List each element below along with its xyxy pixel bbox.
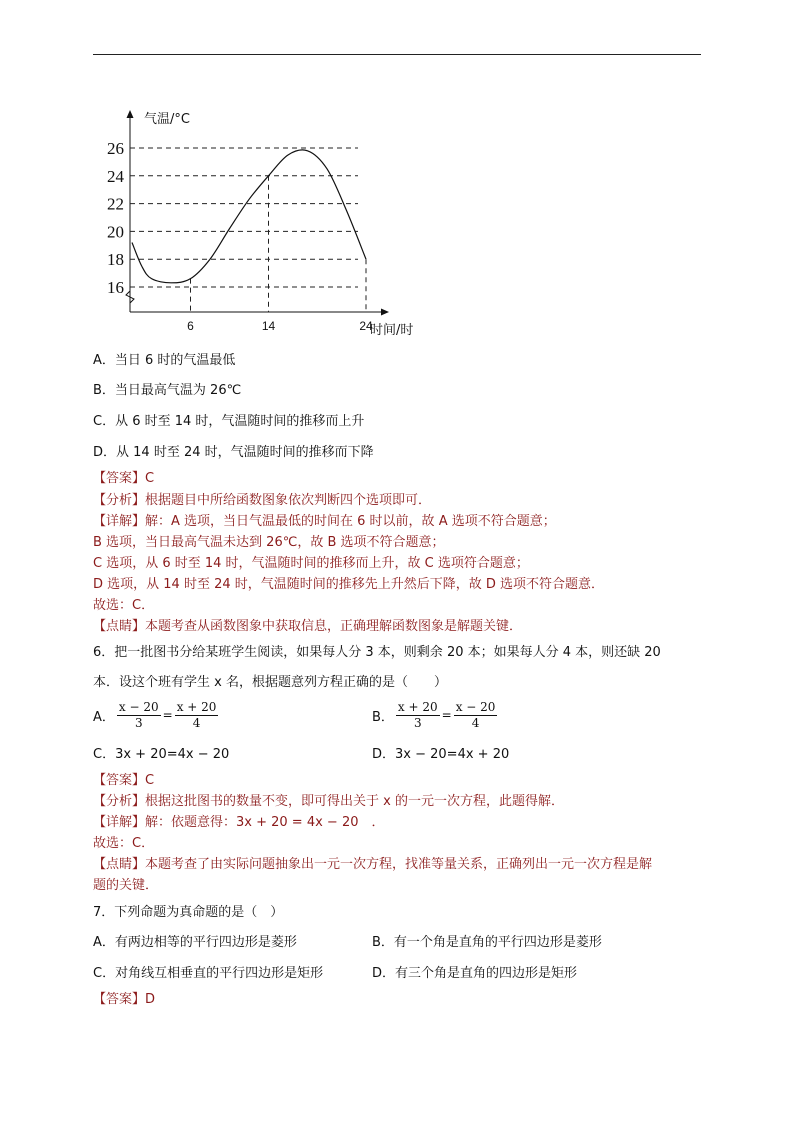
q6-b-num-left: x + 20 — [397, 700, 438, 714]
x-axis-arrow — [381, 309, 389, 316]
q6-b-den-left: 3 — [413, 716, 422, 730]
q6-option-d: D．3x − 20=4x + 20 — [372, 747, 510, 762]
q6-option-a-label: A． — [93, 710, 115, 725]
q5-detail-4: D 选项，从 14 时至 24 时，气温随时间的推移先上升然后下降，故 D 选项不符合题意． — [93, 577, 605, 592]
q6-analysis: 【分析】根据这批图书的数量不变，即可得出关于 x 的一元一次方程，此题得解． — [93, 794, 564, 809]
q7-option-a: A．有两边相等的平行四边形是菱形 — [93, 935, 297, 950]
q6-option-a — [93, 700, 220, 731]
q6-choose: 故选：C． — [93, 836, 155, 851]
q5-option-c: C．从 6 时至 14 时，气温随时间的推移而上升 — [93, 414, 365, 429]
q6-comment-2: 题的关键． — [93, 878, 159, 893]
x-tick-label-24: 24 — [359, 319, 373, 333]
q7-stem: 7．下列命题为真命题的是（ ） — [93, 905, 284, 920]
y-tick-label-20: 20 — [107, 222, 124, 242]
q6-answer: 【答案】C — [93, 773, 155, 788]
q6-option-c: C．3x + 20=4x − 20 — [93, 747, 230, 762]
q6-a-num-right: x + 20 — [176, 700, 217, 714]
q5-analysis: 【分析】根据题目中所给函数图象依次判断四个选项即可． — [93, 493, 432, 508]
temperature-chart-svg — [93, 100, 433, 345]
q6-a-frac-left — [117, 700, 161, 731]
q7-option-c: C．对角线互相垂直的平行四边形是矩形 — [93, 966, 324, 981]
y-tick-label-26: 26 — [107, 139, 124, 158]
q7-answer: 【答案】D — [93, 992, 156, 1007]
q7-option-b: B．有一个角是直角的平行四边形是菱形 — [372, 935, 602, 950]
x-axis-label: 时间/时 — [370, 323, 414, 338]
q6-b-frac-right — [454, 700, 498, 731]
q5-detail-1: 【详解】解：A 选项，当日气温最低的时间在 6 时以前，故 A 选项不符合题意； — [93, 514, 556, 529]
q6-stem-2: 本．设这个班有学生 x 名，根据题意列方程正确的是（ ） — [93, 675, 447, 690]
q6-b-equals: = — [441, 708, 452, 722]
q5-answer: 【答案】C — [93, 471, 155, 486]
q6-b-frac-left — [396, 700, 440, 731]
temperature-curve — [132, 150, 366, 283]
y-axis-arrow — [127, 110, 134, 118]
q6-a-frac-right — [175, 700, 219, 731]
q5-detail-3: C 选项，从 6 时至 14 时，气温随时间的推移而上升，故 C 选项符合题意； — [93, 556, 529, 571]
q6-b-num-right: x − 20 — [455, 700, 496, 714]
x-tick-label-6: 6 — [187, 319, 194, 333]
q5-detail-2: B 选项，当日最高气温未达到 26℃，故 B 选项不符合题意； — [93, 535, 445, 550]
y-tick-label-16: 16 — [107, 278, 124, 297]
q5-option-b: B．当日最高气温为 26℃ — [93, 383, 242, 398]
q6-b-den-right: 4 — [471, 716, 480, 730]
y-axis-label: 气温/°C — [144, 112, 190, 127]
q5-option-a: A．当日 6 时的气温最低 — [93, 353, 236, 368]
q6-a-equals: = — [162, 708, 173, 722]
q6-a-den-left: 3 — [134, 716, 143, 730]
x-tick-label-14: 14 — [261, 319, 276, 333]
q6-option-b — [372, 700, 499, 731]
q7-option-d: D．有三个角是直角的四边形是矩形 — [372, 966, 578, 981]
y-tick-label-18: 18 — [107, 250, 124, 270]
y-tick-label-22: 22 — [107, 194, 124, 214]
q5-choose: 故选：C． — [93, 598, 155, 613]
q6-detail: 【详解】解：依题意得：3x + 20 = 4x − 20 ． — [93, 815, 385, 830]
q5-comment: 【点睛】本题考查从函数图象中获取信息，正确理解函数图象是解题关键． — [93, 619, 523, 634]
y-tick-label-24: 24 — [107, 166, 124, 186]
header-rule — [93, 54, 701, 55]
temperature-chart — [93, 100, 433, 345]
q5-option-d: D．从 14 时至 24 时，气温随时间的推移而下降 — [93, 445, 374, 460]
q6-stem-1: 6．把一批图书分给某班学生阅读，如果每人分 3 本，则剩余 20 本；如果每人分 4 本，则还缺 20 — [93, 645, 661, 660]
q6-option-b-label: B． — [372, 710, 394, 725]
q6-a-den-right: 4 — [192, 716, 201, 730]
q6-a-num-left: x − 20 — [118, 700, 159, 714]
q6-comment-1: 【点睛】本题考查了由实际问题抽象出一元一次方程，找准等量关系，正确列出一元一次方程是解 — [93, 857, 653, 872]
